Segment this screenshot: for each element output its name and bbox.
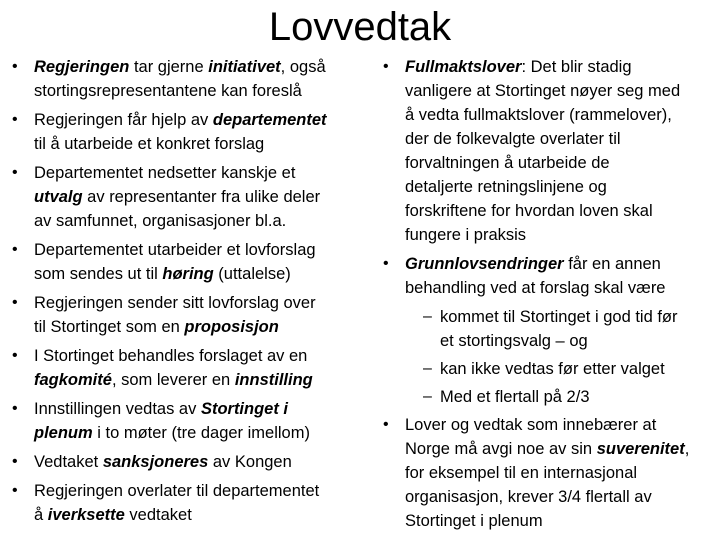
bullet-icon: • bbox=[12, 58, 18, 75]
emphasized-term: Grunnlovsendringer bbox=[405, 255, 564, 273]
text-segment: Regjeringen får hjelp av bbox=[34, 111, 213, 129]
text-line bbox=[405, 151, 718, 175]
left-column bbox=[12, 55, 372, 532]
bullet-item bbox=[12, 108, 372, 156]
text-line bbox=[34, 262, 372, 286]
bullet-icon: • bbox=[12, 347, 18, 364]
bullet-item bbox=[383, 413, 718, 533]
bullet-icon: • bbox=[383, 416, 389, 433]
text-line bbox=[440, 329, 718, 353]
text-line bbox=[34, 132, 372, 156]
text-segment: stortingsrepresentantene kan foreslå bbox=[34, 82, 302, 100]
text-segment: av representanter fra ulike deler bbox=[82, 188, 321, 206]
text-segment: et stortingsvalg – og bbox=[440, 332, 588, 350]
emphasized-term: initiativet bbox=[208, 58, 281, 76]
right-column bbox=[383, 55, 718, 538]
text-line bbox=[34, 421, 372, 445]
emphasized-term: iverksette bbox=[47, 506, 125, 524]
text-segment: Regjeringen sender sitt lovforslag over bbox=[34, 294, 316, 312]
text-line bbox=[34, 55, 372, 79]
sub-bullet-item bbox=[383, 357, 718, 381]
bullet-icon: • bbox=[12, 453, 18, 470]
text-segment: (uttalelse) bbox=[213, 265, 291, 283]
text-line bbox=[34, 209, 372, 233]
text-line bbox=[440, 357, 718, 381]
bullet-icon: • bbox=[383, 58, 389, 75]
text-segment: Departementet utarbeider et lovforslag bbox=[34, 241, 316, 259]
text-line bbox=[405, 485, 718, 509]
text-line bbox=[34, 79, 372, 103]
text-line bbox=[405, 199, 718, 223]
text-segment: Regjeringen overlater til departementet bbox=[34, 482, 320, 500]
text-line bbox=[34, 368, 372, 392]
text-line bbox=[440, 385, 718, 409]
emphasized-term: utvalg bbox=[34, 188, 83, 206]
text-segment: av Kongen bbox=[208, 453, 292, 471]
emphasized-term: Regjeringen bbox=[34, 58, 130, 76]
emphasized-term: høring bbox=[162, 265, 214, 283]
emphasized-term: fagkomité bbox=[34, 371, 112, 389]
text-segment: til å utarbeide et konkret forslag bbox=[34, 135, 265, 153]
sub-bullet-item bbox=[383, 305, 718, 353]
emphasized-term: plenum bbox=[34, 424, 93, 442]
text-segment: , bbox=[684, 440, 690, 458]
text-segment: tar gjerne bbox=[129, 58, 209, 76]
text-segment: å vedta fullmaktslover (rammelover), bbox=[405, 106, 672, 124]
text-segment: behandling ved at forslag skal være bbox=[405, 279, 666, 297]
text-segment: i to møter (tre dager imellom) bbox=[92, 424, 310, 442]
bullet-item bbox=[12, 479, 372, 527]
emphasized-term: departementet bbox=[212, 111, 327, 129]
bullet-item bbox=[12, 238, 372, 286]
text-segment: av samfunnet, organisasjoner bl.a. bbox=[34, 212, 287, 230]
bullet-icon: • bbox=[12, 400, 18, 417]
emphasized-term: innstilling bbox=[234, 371, 313, 389]
bullet-icon: • bbox=[12, 482, 18, 499]
text-segment: vanligere at Stortinget nøyer seg med bbox=[405, 82, 681, 100]
sub-bullet-item bbox=[383, 385, 718, 409]
text-segment: : Det blir stadig bbox=[521, 58, 632, 76]
text-line bbox=[440, 305, 718, 329]
text-line bbox=[405, 437, 718, 461]
bullet-item bbox=[383, 252, 718, 300]
text-segment: Stortinget i plenum bbox=[405, 512, 543, 530]
emphasized-term: Fullmaktslover bbox=[405, 58, 522, 76]
bullet-item bbox=[12, 450, 372, 474]
text-segment: forvaltningen å utarbeide de bbox=[405, 154, 610, 172]
bullet-item bbox=[12, 55, 372, 103]
text-line bbox=[34, 450, 372, 474]
text-line bbox=[34, 238, 372, 262]
text-line bbox=[34, 315, 372, 339]
text-line bbox=[405, 252, 718, 276]
text-segment: Departementet nedsetter kanskje et bbox=[34, 164, 296, 182]
text-segment: detaljerte retningslinjene og bbox=[405, 178, 607, 196]
bullet-item bbox=[12, 161, 372, 233]
text-line bbox=[34, 503, 372, 527]
text-segment: organisasjon, krever 3/4 flertall av bbox=[405, 488, 652, 506]
text-segment: vedtaket bbox=[124, 506, 192, 524]
bullet-icon: • bbox=[383, 255, 389, 272]
text-segment: å bbox=[34, 506, 48, 524]
text-line bbox=[34, 185, 372, 209]
bullet-item bbox=[12, 291, 372, 339]
dash-bullet-icon: – bbox=[423, 388, 432, 405]
text-segment: som sendes ut til bbox=[34, 265, 163, 283]
text-line bbox=[34, 108, 372, 132]
text-segment: kommet til Stortinget i god tid før bbox=[440, 308, 678, 326]
text-segment: Med et flertall på 2/3 bbox=[440, 388, 590, 406]
dash-bullet-icon: – bbox=[423, 308, 432, 325]
text-line bbox=[405, 413, 718, 437]
text-line bbox=[405, 127, 718, 151]
bullet-icon: • bbox=[12, 241, 18, 258]
text-segment: Innstillingen vedtas av bbox=[34, 400, 201, 418]
text-segment: Vedtaket bbox=[34, 453, 103, 471]
emphasized-term: proposisjon bbox=[184, 318, 279, 336]
text-line bbox=[34, 344, 372, 368]
bullet-icon: • bbox=[12, 294, 18, 311]
text-segment: forskriftene for hvordan loven skal bbox=[405, 202, 653, 220]
bullet-item bbox=[12, 397, 372, 445]
text-segment: Lover og vedtak som innebærer at bbox=[405, 416, 657, 434]
dash-bullet-icon: – bbox=[423, 360, 432, 377]
text-segment: , som leverer en bbox=[111, 371, 235, 389]
text-line bbox=[405, 223, 718, 247]
text-segment: til Stortinget som en bbox=[34, 318, 185, 336]
text-line bbox=[405, 461, 718, 485]
text-segment: får en annen bbox=[563, 255, 661, 273]
text-segment: I Stortinget behandles forslaget av en bbox=[34, 347, 308, 365]
text-segment: fungere i praksis bbox=[405, 226, 527, 244]
text-line bbox=[405, 276, 718, 300]
bullet-item bbox=[12, 344, 372, 392]
text-line bbox=[34, 397, 372, 421]
text-line bbox=[405, 103, 718, 127]
text-segment: der de folkevalgte overlater til bbox=[405, 130, 621, 148]
slide-title: Lovvedtak bbox=[268, 5, 452, 49]
bullet-icon: • bbox=[12, 111, 18, 128]
text-line bbox=[405, 509, 718, 533]
text-segment: Norge må avgi noe av sin bbox=[405, 440, 597, 458]
emphasized-term: sanksjoneres bbox=[102, 453, 209, 471]
text-line bbox=[34, 161, 372, 185]
text-line bbox=[405, 175, 718, 199]
text-segment: , også bbox=[280, 58, 326, 76]
text-segment: for eksempel til en internasjonal bbox=[405, 464, 638, 482]
text-line bbox=[405, 79, 718, 103]
emphasized-term: suverenitet bbox=[596, 440, 685, 458]
text-line bbox=[405, 55, 718, 79]
emphasized-term: Stortinget i bbox=[200, 400, 289, 418]
text-line bbox=[34, 479, 372, 503]
bullet-item bbox=[383, 55, 718, 247]
text-segment: kan ikke vedtas før etter valget bbox=[440, 360, 665, 378]
text-line bbox=[34, 291, 372, 315]
bullet-icon: • bbox=[12, 164, 18, 181]
